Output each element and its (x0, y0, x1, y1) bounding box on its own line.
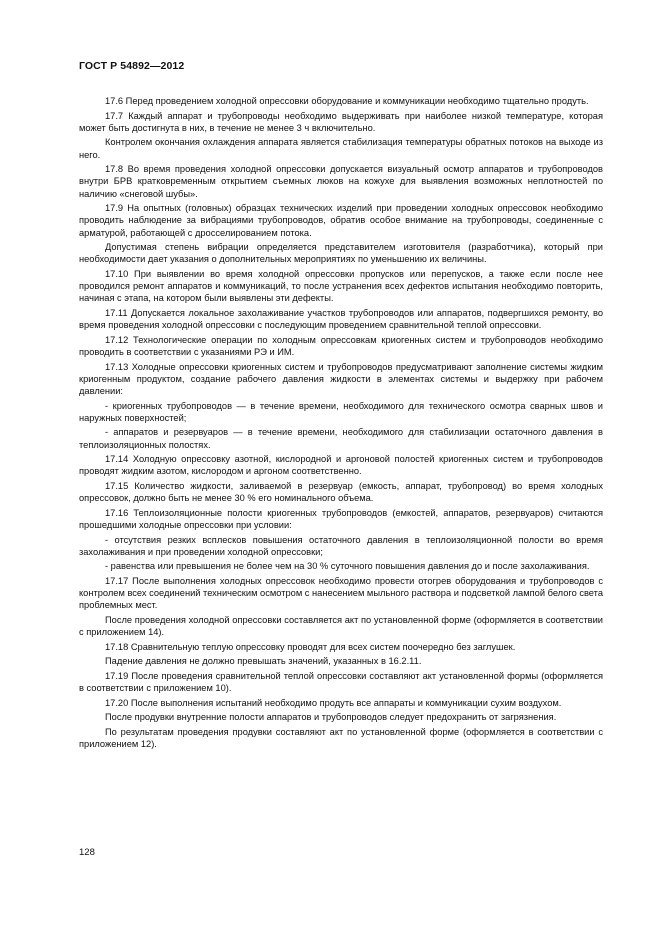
paragraph-17-17: 17.17 После выполнения холодных опрессовок необходимо провести отогрев оборудования и трубопроводов с контролем всех соединений техническим осмотром с нанесением мыльного раствора и подсветкой лампой белого света проблемных мест. (79, 575, 603, 611)
list-item-vessels: - аппаратов и резервуаров — в течение времени, необходимого для стабилизации остаточного давления в теплоизоляционных полостях. (79, 427, 603, 450)
document-body (79, 95, 603, 753)
paragraph-17-14: 17.14 Холодную опрессовку азотной, кислородной и аргоновой полостей криогенных систем и трубопроводов проводят жидким азотом, кислородом и аргоном соответственно. (79, 454, 603, 477)
paragraph-vibration: Допустимая степень вибрации определяется представителем изготовителя (разработчика), который при необходимости дает указания о дополнительных мероприятиях по уменьшению их величины. (79, 242, 603, 265)
paragraph-17-16: 17.16 Теплоизоляционные полости криогенных трубопроводов (емкостей, аппаратов, резервуаров) считаются прошедшими холодные опрессовки при условии: (79, 507, 603, 530)
paragraph-pressure-drop: Падение давления не должно превышать значений, указанных в 16.2.11. (105, 656, 422, 667)
paragraph-act-14: После проведения холодной опрессовки составляется акт по установленной форме (оформляется в соответствии с приложением 14). (79, 614, 603, 638)
paragraph-17-9: 17.9 На опытных (головных) образцах технических изделий при проведении холодных опрессовок необходимо проводить наблюдение за вибрациями трубопроводов, обратив особое внимание на трубопроводы, соединенные с арматурой, работающей с дросселированием потока. (79, 203, 603, 238)
paragraph-17-20: 17.20 После выполнения испытаний необходимо продуть все аппараты и коммуникации сухим воздухом. (105, 697, 562, 708)
paragraph-17-18: 17.18 Сравнительную теплую опрессовку проводят для всех систем поочередно без заглушек. (105, 641, 516, 652)
paragraph-17-6: 17.6 Перед проведением холодной опрессовки оборудование и коммуникации необходимо тщательно продуть. (105, 96, 589, 106)
paragraph-17-15: 17.15 Количество жидкости, заливаемой в резервуар (емкость, аппарат, трубопровод) во время холодных опрессовок, должно быть не менее 30 % его номинального объема. (79, 480, 603, 504)
paragraph-cooling-control: Контролем окончания охлаждения аппарата является стабилизация температуры обратных потоков на выходе из него. (79, 137, 603, 160)
list-item-no-spikes: - отсутствия резких всплесков повышения остаточного давления в теплоизоляционной полости во время захолаживания и при проведении холодной опрессовки; (79, 534, 603, 557)
paragraph-17-10: 17.10 При выявлении во время холодной опрессовки пропусков или перепусков, а также если после нее проводился ремонт аппаратов и коммуникаций, то после устранения всех дефектов испытания необходимо повторить, начиная с этапа, на котором были выявлены эти дефекты. (79, 268, 603, 304)
page-number: 128 (79, 847, 95, 858)
list-item-equality: - равенства или превышения не более чем на 30 % суточного повышения давления до и после захолаживания. (105, 561, 590, 572)
paragraph-17-13: 17.13 Холодные опрессовки криогенных систем и трубопроводов предусматривают заполнение системы жидким криогенным продуктом, создание рабочего давления жидкости в элементах системы и выдержку при рабочем давлении: (79, 361, 603, 396)
paragraph-17-7: 17.7 Каждый аппарат и трубопроводы необходимо выдерживать при наиболее низкой температуре, которая может быть достигнута в них, в течение не менее 3 ч включительно. (79, 110, 603, 133)
paragraph-act-12: По результатам проведения продувки составляют акт по установленной форме (оформляется в соответствии с приложением 12). (79, 726, 603, 750)
list-item-pipelines: - криогенных трубопроводов — в течение времени, необходимого для технического осмотра сварных швов и наружных поверхностей; (79, 400, 603, 423)
paragraph-17-19: 17.19 После проведения сравнительной теплой опрессовки составляют акт установленной формы (оформляется в соответствии с приложением 10). (79, 670, 603, 694)
paragraph-17-12: 17.12 Технологические операции по холодным опрессовкам криогенных систем и трубопроводов необходимо проводить в соответствии с указаниями РЭ и ИМ. (79, 334, 603, 357)
paragraph-protect: После продувки внутренние полости аппаратов и трубопроводов следует предохранить от загрязнения. (105, 712, 557, 723)
document-header: ГОСТ Р 54892—2012 (79, 60, 185, 72)
paragraph-17-11: 17.11 Допускается локальное захолаживание участков трубопроводов или аппаратов, подвергшихся ремонту, во время проведения холодной опрессовки с последующим проведением сравнительной теплой опрессовки. (79, 307, 603, 331)
paragraph-17-8: 17.8 Во время проведения холодной опрессовки допускается визуальный осмотр аппаратов и трубопроводов внутри БРВ кратковременным открытием съемных люков на кожухе для выявления возможных неплотностей по наличию «снеговой шубы». (79, 164, 603, 199)
